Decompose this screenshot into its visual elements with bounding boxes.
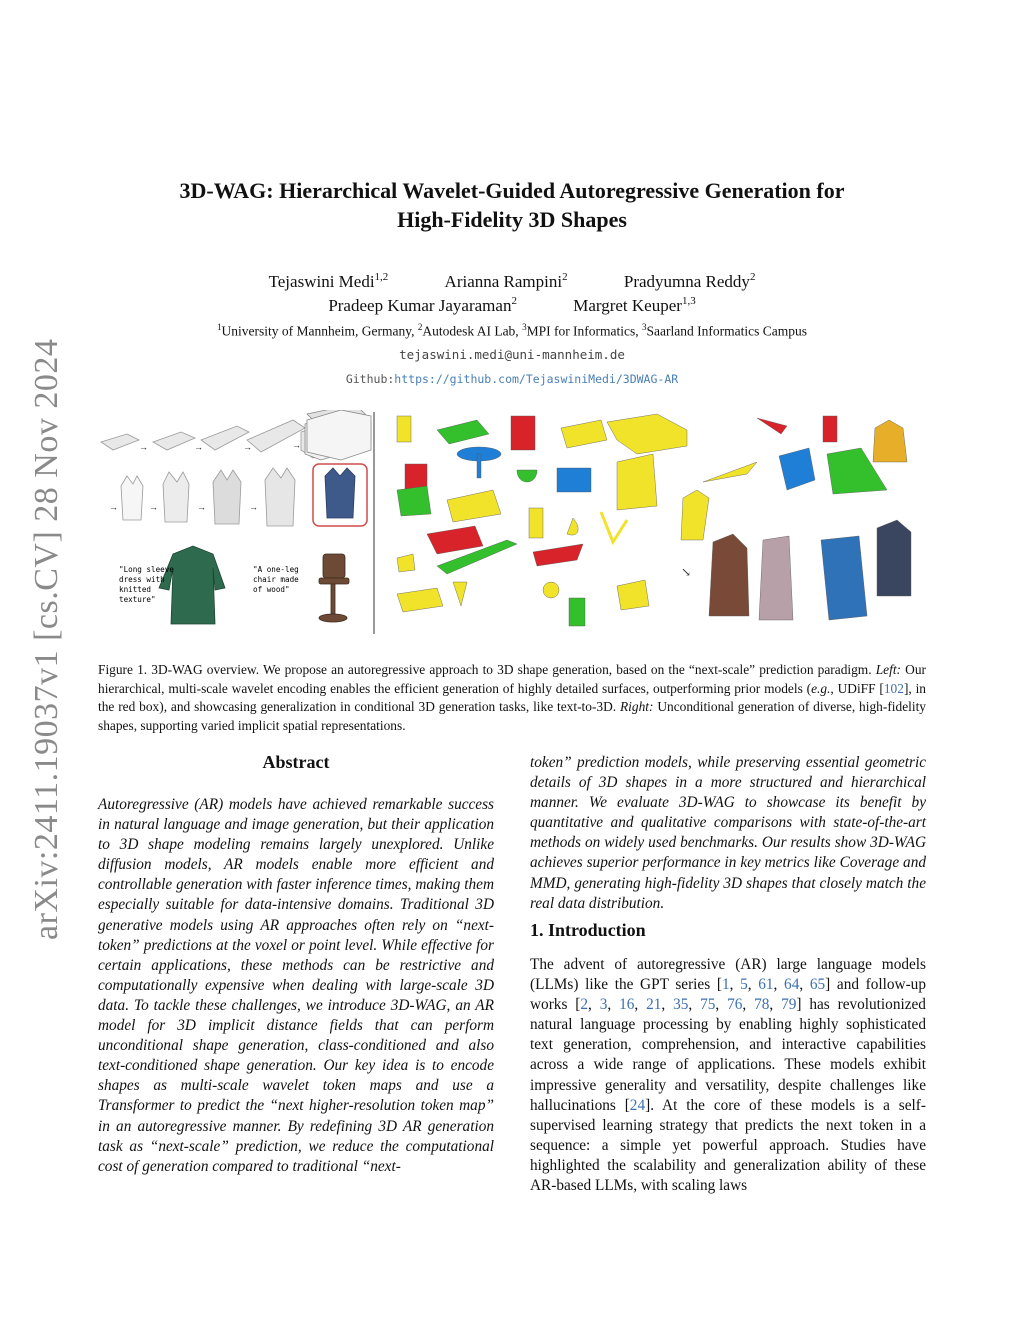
caption-right-label: Right: xyxy=(620,699,654,714)
prompt-2-line-3: of wood" xyxy=(253,585,290,594)
prompt-1-line-2: dress with xyxy=(119,575,165,584)
abstract-heading: Abstract xyxy=(262,752,330,772)
citation-link[interactable]: 2 xyxy=(580,996,589,1014)
author-row-2 xyxy=(120,295,904,316)
citation-link[interactable]: 76 xyxy=(727,996,743,1014)
vest-progression xyxy=(121,468,295,526)
caption-text: 3D-WAG overview. We propose an autoregressive approach to 3D shape generation, based on the “next-scale” prediction paradigm. xyxy=(151,662,876,677)
svg-text:↘: ↘ xyxy=(681,565,692,579)
svg-text:→: → xyxy=(249,502,258,512)
figure-1 xyxy=(97,410,927,636)
svg-text:→: → xyxy=(139,442,148,452)
caption-left-label: Left: xyxy=(875,662,902,677)
prompt-1-line-1: "Long sleeve xyxy=(119,565,174,574)
paper-title xyxy=(120,176,904,234)
svg-text:→: → xyxy=(149,502,158,512)
citation-link[interactable]: 75 xyxy=(700,996,716,1014)
github-link[interactable]: https://github.com/TejaswiniMedi/3DWAG-AR xyxy=(394,372,679,386)
citation-link[interactable]: 35 xyxy=(673,996,689,1014)
author: Margret Keuper$^{1,3}$ xyxy=(573,295,696,315)
citation-link[interactable]: 1 xyxy=(721,976,730,994)
citation-link[interactable]: 64 xyxy=(784,976,800,994)
affiliations: $^1$University of Mannheim, Germany, $^2$Autodesk AI Lab, $^3$MPI for Informatics, $^3$Saarland Informatics Campus xyxy=(216,322,808,339)
wooden-stool xyxy=(319,554,349,622)
citation-link[interactable]: 78 xyxy=(754,996,770,1014)
author: Pradyumna Reddy$^2$ xyxy=(623,271,756,291)
citation-link[interactable]: 21 xyxy=(646,996,662,1014)
green-dress xyxy=(159,546,225,624)
title-line-2: High-Fidelity 3D Shapes xyxy=(397,207,627,232)
abstract-text-left: Autoregressive (AR) models have achieved remarkable success in natural language and image generation, but their application to 3D shape modeling remains largely unexplored. Unlike diffusion models, AR models enable more efficient and controllable generation with faster inference times, making them especially suitable for data-intensive domains. Traditional 3D generative models using AR approaches often rely on “next-token” predictions at the voxel or point level. While effective for certain applications, these methods can be restrictive and computationally expensive when dealing with large-scale 3D data. To tackle these challenges, we introduce 3D-WAG, an AR model for 3D implicit distance fields that can perform unconditional shape generation, class-conditioned and also text-conditioned shape generation. Our key idea is to encode shapes as multi-scale wavelet token maps and use a Transformer to predict the “next higher-resolution token map” in an autoregressive manner. By redefining 3D AR generation task as “next-scale” prediction, we reduce the computational cost of generation compared to traditional “next- xyxy=(98,796,494,1175)
prompt-1-line-4: texture" xyxy=(119,595,156,604)
citation-link[interactable]: 16 xyxy=(619,996,635,1014)
arxiv-identifier: arXiv:2411.19037v1 [cs.CV] 28 Nov 2024 xyxy=(28,338,65,940)
unconditional-shapes xyxy=(397,414,911,626)
svg-text:→: → xyxy=(243,442,252,452)
author-email[interactable]: tejaswini.medi@uni-mannheim.de xyxy=(399,347,625,362)
prompt-1-line-3: knitted xyxy=(119,585,152,594)
author: Tejaswini Medi$^{1,2}$ xyxy=(268,271,389,291)
introduction-heading: 1. Introduction xyxy=(530,920,646,940)
citation-link[interactable]: 3 xyxy=(599,996,608,1014)
github-label: Github: xyxy=(345,372,395,386)
svg-text:→: → xyxy=(109,502,118,512)
figure-label: Figure 1. xyxy=(98,662,148,677)
citation-link[interactable]: 24 xyxy=(629,1096,646,1114)
cabinet-detailed xyxy=(307,410,371,460)
svg-text:→: → xyxy=(194,442,203,452)
figure-caption: Figure 1. 3D-WAG overview. We propose an autoregressive approach to 3D shape generation, based on the “next-scale” prediction paradigm. Left: Our hierarchical, multi-scale wavelet encoding enables the efficient generation of highly detailed surfaces, outperforming prior models (e.g., UDiFF [102], in the red box), and showcasing generalization in conditional 3D generation tasks, like text-to-3D. Right: Unconditional generation of diverse, high-fidelity shapes, supporting varied implicit spatial representations. xyxy=(98,662,926,733)
author: Pradeep Kumar Jayaraman$^2$ xyxy=(328,295,517,315)
citation-link[interactable]: 5 xyxy=(740,976,748,994)
author-row-1 xyxy=(120,271,904,292)
svg-text:→: → xyxy=(197,502,206,512)
svg-text:→: → xyxy=(292,440,301,450)
abstract-text-right: token” prediction models, while preserving essential geometric details of 3D shapes in a more structured and hierarchical manner. We evaluate 3D-WAG to showcase its benefit by quantitative and qualitative comparisons with state-of-the-art methods on widely used benchmarks. Our results show 3D-WAG achieves superior performance in key metrics like Coverage and MMD, generating high-fidelity 3D shapes that closely match the real data distribution. xyxy=(530,754,926,912)
citation-link[interactable]: 65 xyxy=(809,976,826,994)
github-line xyxy=(120,372,904,386)
citation-link[interactable]: 102 xyxy=(883,680,904,696)
citation-link[interactable]: 79 xyxy=(781,996,797,1014)
prompt-2-line-1: "A one-leg xyxy=(253,565,299,574)
citation-link[interactable]: 61 xyxy=(758,976,774,994)
author: Arianna Rampini$^2$ xyxy=(444,271,568,291)
prompt-2-line-2: chair made xyxy=(253,575,299,584)
figure-1-illustration xyxy=(97,410,927,636)
introduction-text: The advent of autoregressive (AR) large language models (LLMs) like the GPT series [1, 5, 61, 64, 65] and follow-up works [2, 3, 16, 21, 35, 75, 76, 78, 79] has revolutionized natural language processing by enabling highly sophisticated text generation, comprehension, and interactive capabilities across a wide range of applications. These models exhibit impressive generality and versatility, despite challenges like hallucinations [24]. At the core of these models is a self-supervised learning strategy that predicts the next token in a sequence: a simple yet powerful approach. Studies have highlighted the scalability and generalization ability of these AR-based LLMs, with scaling laws xyxy=(530,956,926,1195)
title-line-1: 3D-WAG: Hierarchical Wavelet-Guided Autoregressive Generation for xyxy=(179,178,845,203)
